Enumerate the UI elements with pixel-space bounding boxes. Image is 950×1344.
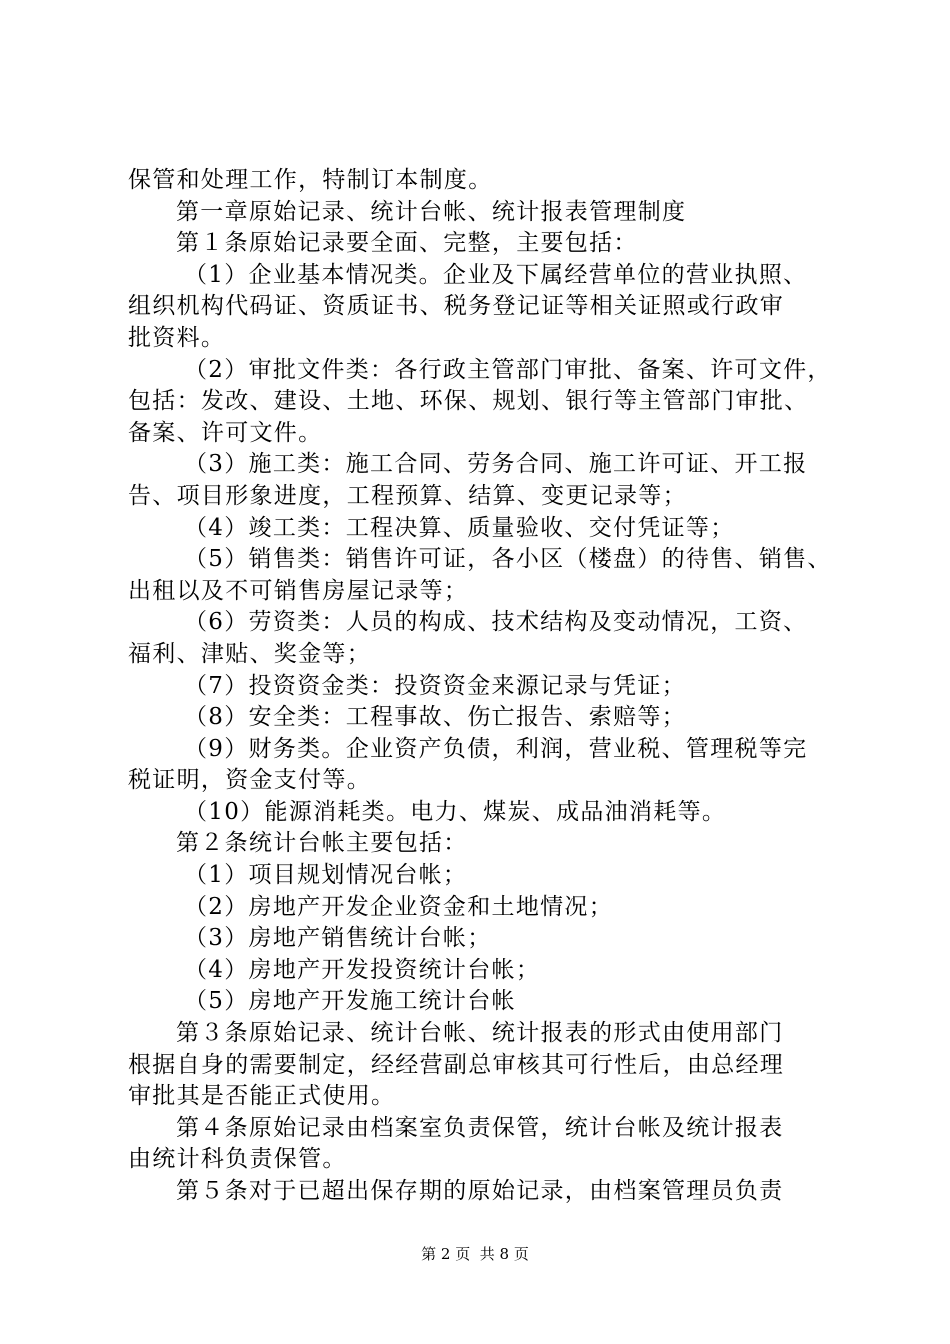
text-line: 根据自身的需要制定，经经营副总审核其可行性后，由总经理: [128, 1051, 785, 1078]
text-line: 第３条原始记录、统计台帐、统计报表的形式由使用部门: [176, 1020, 784, 1047]
text-line: （4）房地产开发投资统计台帐；: [184, 956, 541, 983]
text-line: 第１条原始记录要全面、完整，主要包括：: [176, 230, 638, 257]
text-line: 由统计科负责保管。: [128, 1146, 347, 1173]
text-line: 备案、许可文件。: [128, 419, 323, 446]
text-line: （2）房地产开发企业资金和土地情况；: [184, 893, 614, 920]
page-footer: 第 2 页 共 8 页: [421, 1245, 529, 1263]
text-line: （3）房地产销售统计台帐；: [184, 925, 492, 952]
text-line: （4）竣工类：工程决算、质量验收、交付凭证等；: [184, 514, 735, 541]
text-line: 第４条原始记录由档案室负责保管，统计台帐及统计报表: [176, 1114, 784, 1141]
text-line: 包括：发改、建设、土地、环保、规划、银行等主管部门审批、: [128, 388, 809, 415]
document-body: [128, 165, 838, 1208]
text-line: （2）审批文件类：各行政主管部门审批、备案、许可文件，: [184, 356, 832, 383]
text-line: （3）施工类：施工合同、劳务合同、施工许可证、开工报: [184, 451, 808, 478]
text-line: 告、项目形象进度，工程预算、结算、变更记录等；: [128, 482, 687, 509]
text-line: 出租以及不可销售房屋记录等；: [128, 577, 469, 604]
text-line: （9）财务类。企业资产负债，利润，营业税、管理税等完: [184, 735, 808, 762]
text-line: 组织机构代码证、资质证书、税务登记证等相关证照或行政审: [128, 293, 785, 320]
text-line: （6）劳资类：人员的构成、技术结构及变动情况，工资、: [184, 609, 808, 636]
text-line: 税证明，资金支付等。: [128, 767, 371, 794]
text-line: （1）项目规划情况台帐；: [184, 862, 468, 889]
text-line: 审批其是否能正式使用。: [128, 1083, 396, 1110]
text-line: 第２条统计台帐主要包括：: [176, 830, 468, 857]
text-line: 第５条对于已超出保存期的原始记录，由档案管理员负责: [176, 1178, 784, 1204]
text-line: （8）安全类：工程事故、伤亡报告、索赔等；: [184, 704, 686, 731]
text-line: 第一章原始记录、统计台帐、统计报表管理制度: [176, 198, 687, 225]
text-line: （7）投资资金类：投资资金来源记录与凭证；: [184, 672, 686, 699]
text-line: 批资料。: [128, 324, 226, 351]
text-line: 福利、津贴、奖金等；: [128, 640, 371, 667]
text-line: （5）房地产开发施工统计台帐: [184, 988, 516, 1015]
text-line: （10）能源消耗类。电力、煤炭、成品油消耗等。: [184, 798, 727, 825]
text-line: （5）销售类：销售许可证，各小区（楼盘）的待售、销售、: [184, 546, 832, 573]
text-line: （1）企业基本情况类。企业及下属经营单位的营业执照、: [184, 261, 808, 288]
text-line: 保管和处理工作，特制订本制度。: [128, 167, 493, 193]
